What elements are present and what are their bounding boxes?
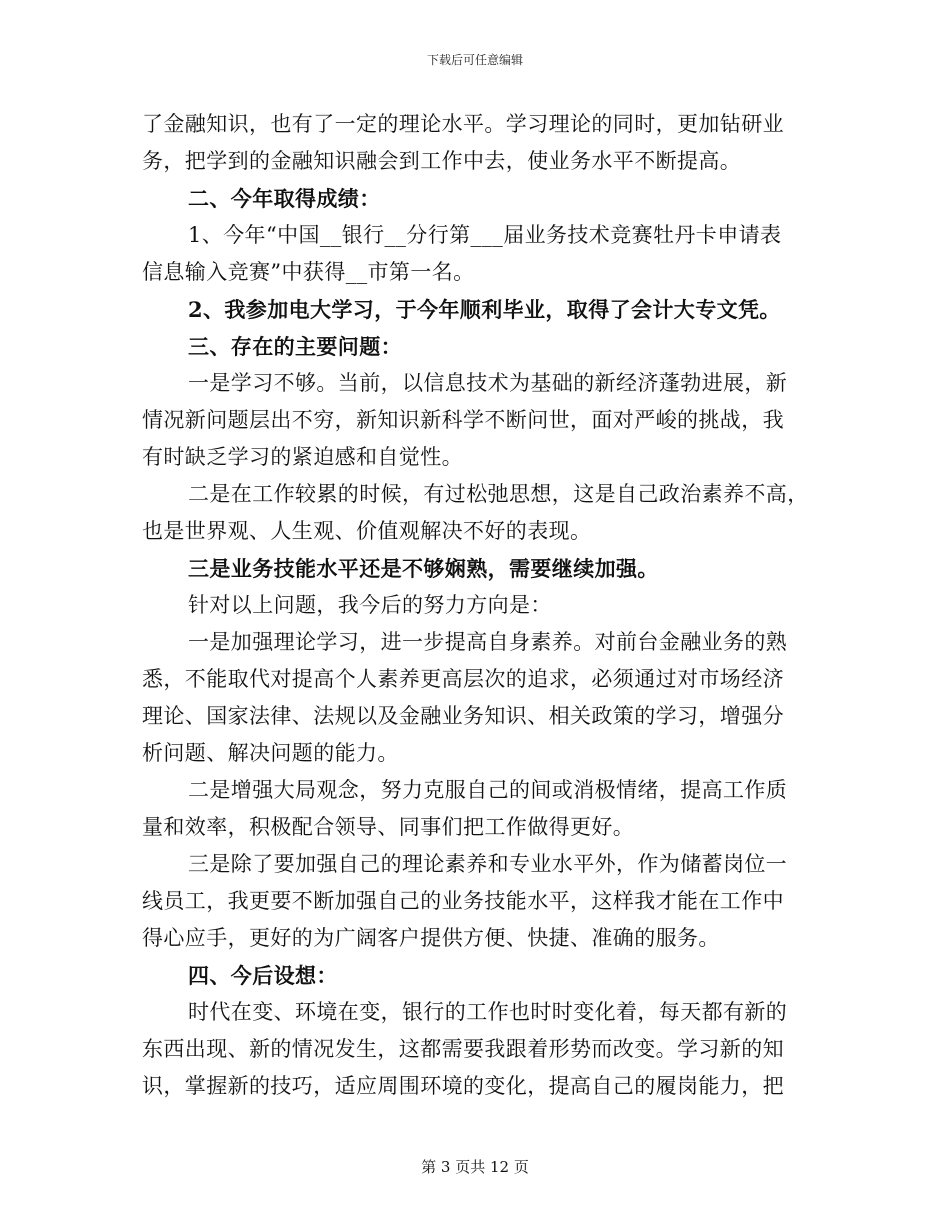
paragraph-line: 三是除了要加强自己的理论素养和专业水平外，作为储蓄岗位一 (188, 852, 788, 876)
paragraph-line: 一是加强理论学习，进一步提高自身素养。对前台金融业务的熟 (188, 630, 788, 654)
paragraph-line: 针对以上问题，我今后的努力方向是： (188, 593, 552, 617)
paragraph-line: 信息输入竞赛”中获得__市第一名。 (142, 260, 475, 284)
paragraph-line: 线员工，我更要不断加强自己的业务技能水平，这样我才能在工作中 (142, 889, 784, 913)
paragraph-line: 也是世界观、人生观、价值观解决不好的表现。 (142, 519, 592, 543)
section-heading-line: 三是业务技能水平还是不够娴熟，需要继续加强。 (188, 556, 659, 581)
section-heading-line: 四、今后设想： (188, 963, 338, 988)
page-header: 下载后可任意编辑 (426, 53, 523, 67)
paragraph-line: 务，把学到的金融知识融会到工作中去，使业务水平不断提高。 (142, 149, 742, 173)
paragraph-line: 1、今年“中国__银行__分行第___届业务技术竞赛牡丹卡申请表 (188, 223, 782, 247)
paragraph-line: 二是增强大局观念，努力克服自己的间或消极情绪，提高工作质 (188, 778, 788, 802)
section-heading-line: 二、今年取得成绩： (188, 186, 381, 211)
paragraph-line: 得心应手，更好的为广阔客户提供方便、快捷、准确的服务。 (142, 926, 720, 950)
paragraph-line: 识，掌握新的技巧，适应周围环境的变化，提高自己的履岗能力，把 (142, 1074, 784, 1098)
paragraph-line: 时代在变、环境在变，银行的工作也时时变化着，每天都有新的 (188, 1000, 788, 1024)
paragraph-line: 理论、国家法律、法规以及金融业务知识、相关政策的学习，增强分 (142, 704, 784, 728)
paragraph-line: 析问题、解决问题的能力。 (142, 741, 399, 765)
paragraph-line: 东西出现、新的情况发生，这都需要我跟着形势而改变。学习新的知 (142, 1037, 784, 1061)
document-body (142, 106, 808, 1105)
paragraph-line: 情况新问题层出不穷，新知识新科学不断问世，面对严峻的挑战，我 (142, 408, 784, 432)
paragraph-line: 二是在工作较累的时候，有过松弛思想，这是自己政治素养不高， (188, 482, 809, 506)
paragraph-line: 悉，不能取代对提高个人素养更高层次的追求，必须通过对市场经济 (142, 667, 784, 691)
paragraph-line: 一是学习不够。当前，以信息技术为基础的新经济蓬勃进展，新 (188, 371, 788, 395)
paragraph-line: 了金融知识，也有了一定的理论水平。学习理论的同时，更加钻研业 (142, 112, 784, 136)
paragraph-line: 量和效率，积极配合领导、同事们把工作做得更好。 (142, 815, 635, 839)
section-heading-line: 三、存在的主要问题： (188, 334, 402, 359)
section-heading-line: 2、我参加电大学习，于今年顺利毕业，取得了会计大专文凭。 (188, 297, 781, 322)
page-number: 第 3 页共 12 页 (421, 1158, 529, 1176)
paragraph-line: 有时缺乏学习的紧迫感和自觉性。 (142, 445, 463, 469)
